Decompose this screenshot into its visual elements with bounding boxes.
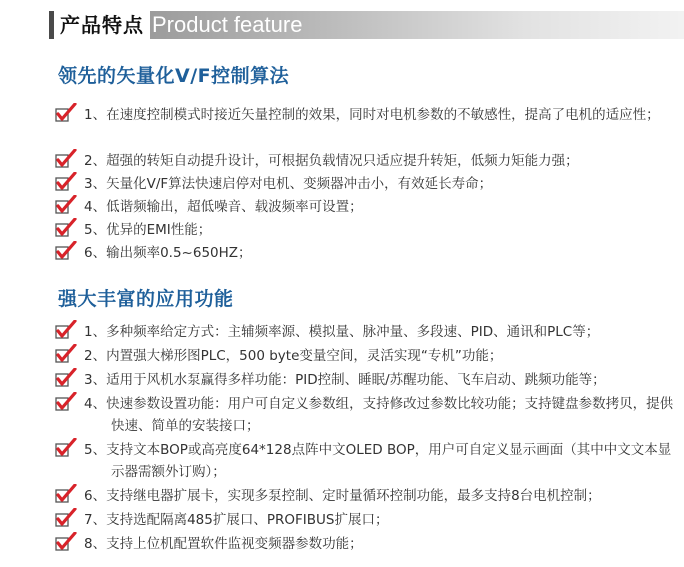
list-item-text: 5、支持文本BOP或高亮度64*128点阵中文OLED BOP，用户可自定义显示画面（其中中文文本显示器需额外订购）； [84,442,672,480]
checkbox-check-icon [55,532,77,552]
checkbox-check-icon [55,320,77,340]
checkbox-check-icon [55,508,77,528]
header-title-en: Product feature [152,12,303,37]
checkbox-check-icon [55,438,77,458]
checkbox-check-icon [55,103,77,123]
checkbox-check-icon [55,484,77,504]
list-item-text: 2、内置强大梯形图PLC，500 byte变量空间，灵活实现“专机”功能； [84,348,503,364]
list-item-text: 1、多种频率给定方式：主辅频率源、模拟量、脉冲量、多段速、PID、通讯和PLC等； [84,324,600,340]
checkbox-check-icon [55,149,77,169]
checkbox-check-icon [55,368,77,388]
checkbox-check-icon [55,344,77,364]
list-item-text: 3、矢量化V/F算法快速启停对电机、变频器冲击小，有效延长寿命； [84,176,493,192]
checkbox-check-icon [55,172,77,192]
list-item-text: 1、在速度控制模式时接近矢量控制的效果，同时对电机参数的不敏感性，提高了电机的适应性； [84,107,660,123]
checkbox-check-icon [55,241,77,261]
header-title-cn: 产品特点 [60,13,144,37]
list-item-text: 4、低谐频输出，超低噪音、载波频率可设置； [84,199,363,215]
checkbox-check-icon [55,392,77,412]
checkbox-check-icon [55,195,77,215]
list-item-text: 8、支持上位机配置软件监视变频器参数功能； [84,536,363,552]
list-item-text: 4、快速参数设置功能：用户可自定义参数组，支持修改过参数比较功能；支持键盘参数拷贝，提供快速、简单的安装接口； [84,396,674,434]
section-title-vf-control: 领先的矢量化V/F控制算法 [58,65,290,87]
list-item-text: 6、输出频率0.5~650HZ； [84,245,252,261]
list-item-text: 7、支持选配隔离485扩展口、PROFIBUS扩展口； [84,512,389,528]
list-item-text: 3、适用于风机水泵赢得多样功能：PID控制、睡眠/苏醒功能、飞车启动、跳频功能等； [84,372,606,388]
list-item-text: 2、超强的转矩自动提升设计，可根据负载情况只适应提升转矩，低频力矩能力强； [84,153,579,169]
list-item-text: 5、优异的EMI性能； [84,222,212,238]
section-title-application-features: 强大丰富的应用功能 [58,288,234,310]
list-item-text: 6、支持继电器扩展卡，实现多泵控制、定时量循环控制功能，最多支持8台电机控制； [84,488,601,504]
checkbox-check-icon [55,218,77,238]
